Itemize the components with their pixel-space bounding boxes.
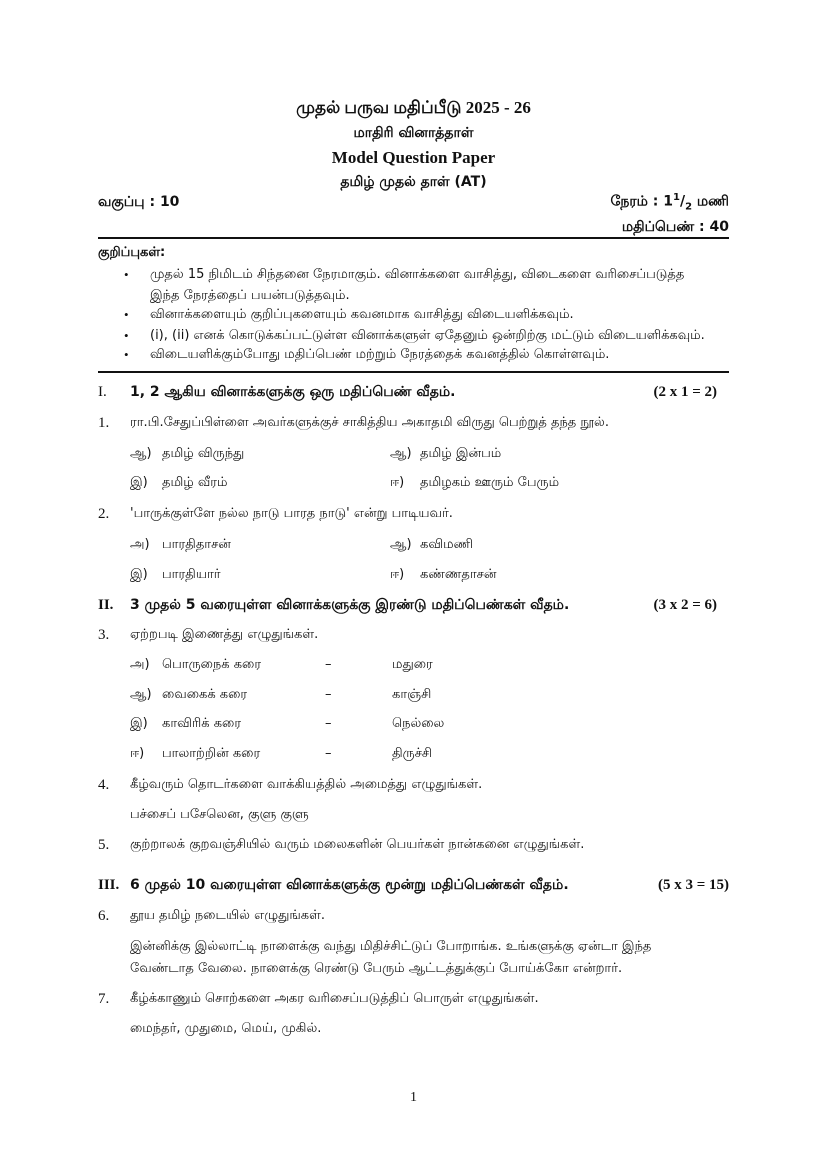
section-number: I.: [98, 384, 107, 400]
question-subtext: மைந்தர், முதுமை, மெய், முகில்.: [130, 1021, 322, 1036]
bullet-icon: •: [124, 267, 129, 282]
page-number: 1: [410, 1090, 417, 1105]
question-number: 6.: [98, 908, 110, 924]
option-text: தமிழகம் ஊரும் பேரும்: [420, 475, 560, 490]
question-text: ஏற்றபடி இணைத்து எழுதுங்கள்.: [130, 627, 319, 642]
match-dash: –: [325, 746, 332, 761]
question-text: 'பாருக்குள்ளே நல்ல நாடு பாரத நாடு' என்று பாடியவர்.: [130, 506, 453, 521]
match-dash: –: [325, 657, 332, 672]
exam-title: முதல் பருவ மதிப்பீடு 2025 - 26: [296, 98, 531, 117]
section-marks: (5 x 3 = 15): [657, 877, 729, 893]
question-number: 4.: [98, 777, 110, 793]
match-label: ஆ): [130, 687, 152, 702]
match-left: காவிரிக் கரை: [162, 716, 242, 731]
option-label: ஈ): [390, 475, 405, 490]
paper-type-english: Model Question Paper: [331, 148, 496, 167]
question-number: 5.: [98, 837, 110, 853]
match-left: வைகைக் கரை: [162, 687, 248, 702]
match-right: காஞ்சி: [392, 687, 432, 702]
match-right: மதுரை: [392, 657, 433, 672]
question-number: 3.: [98, 627, 110, 643]
bullet-icon: •: [124, 347, 129, 362]
match-dash: –: [325, 687, 332, 702]
question-passage-line: வேண்டாத வேலை. நாளைக்கு ரெண்டு பேரும் ஆட்டத்துக்குப் போய்க்கோ என்றார்.: [130, 961, 623, 976]
option-text: கவிமணி: [420, 537, 473, 552]
question-number: 1.: [98, 415, 110, 431]
question-text: கீழ்வரும் தொடர்களை வாக்கியத்தில் அமைத்து எழுதுங்கள்.: [130, 777, 483, 792]
question-text: ரா.பி.சேதுப்பிள்ளை அவர்களுக்குச் சாகித்திய அகாதமி விருது பெற்றுத் தந்த நூல்.: [130, 415, 609, 430]
header-divider: [98, 237, 729, 239]
option-text: தமிழ் விருந்து: [162, 446, 245, 461]
match-label: அ): [130, 657, 150, 672]
paper-type-tamil: மாதிரி வினாத்தாள்: [353, 125, 474, 141]
question-text: தூய தமிழ் நடையில் எழுதுங்கள்.: [130, 908, 325, 923]
question-subtext: பச்சைப் பசேலென, குளு குளு: [130, 807, 309, 822]
bullet-icon: •: [124, 328, 129, 343]
instruction-item: விடையளிக்கும்போது மதிப்பெண் மற்றும் நேரத்தைக் கவனத்தில் கொள்ளவும்.: [150, 347, 610, 362]
section-marks: (3 x 2 = 6): [653, 597, 717, 613]
option-label: இ): [130, 567, 148, 582]
question-text: கீழ்க்காணும் சொற்களை அகர வரிசைப்படுத்திப் பொருள் எழுதுங்கள்.: [130, 991, 539, 1006]
option-text: பாரதிதாசன்: [162, 537, 231, 552]
option-text: தமிழ் வீரம்: [162, 475, 228, 490]
option-text: தமிழ் இன்பம்: [420, 446, 502, 461]
instruction-item: வினாக்களையும் குறிப்புகளையும் கவனமாக வாசித்து விடையளிக்கவும்.: [150, 307, 574, 322]
option-label: ஆ): [390, 446, 412, 461]
section-title: 6 முதல் 10 வரையுள்ள வினாக்களுக்கு மூன்று மதிப்பெண்கள் வீதம்.: [130, 877, 569, 893]
subject-title: தமிழ் முதல் தாள் (AT): [340, 174, 487, 190]
match-dash: –: [325, 716, 332, 731]
match-right: திருச்சி: [392, 746, 433, 761]
section-number: III.: [98, 877, 120, 893]
match-left: பாலாற்றின் கரை: [162, 746, 261, 761]
option-label: ஆ): [390, 537, 412, 552]
bullet-icon: •: [124, 307, 129, 322]
option-text: கண்ணதாசன்: [420, 567, 497, 582]
option-label: அ): [130, 537, 150, 552]
option-label: ஆ): [130, 446, 152, 461]
match-left: பொருநைக் கரை: [162, 657, 262, 672]
match-label: ஈ): [130, 746, 145, 761]
match-right: நெல்லை: [392, 716, 445, 731]
question-text: குற்றாலக் குறவஞ்சியில் வரும் மலைகளின் பெயர்கள் நான்கனை எழுதுங்கள்.: [130, 837, 585, 852]
instructions-heading: குறிப்புகள்:: [98, 245, 166, 260]
instructions-divider: [98, 371, 729, 373]
question-number: 2.: [98, 506, 110, 522]
instruction-item: (i), (ii) எனக் கொடுக்கப்பட்டுள்ள வினாக்களுள் ஏதேனும் ஒன்றிற்கு மட்டும் விடையளிக்கவும்.: [150, 328, 705, 343]
time-label: நேரம் : $1^1/_2$ மணி: [610, 192, 729, 213]
section-marks: (2 x 1 = 2): [653, 384, 717, 400]
section-number: II.: [98, 597, 114, 613]
question-number: 7.: [98, 991, 110, 1007]
question-passage-line: இன்னிக்கு இல்லாட்டி நாளைக்கு வந்து மிதிச்சிட்டுப் போறாங்க. உங்களுக்கு ஏன்டா இந்த: [130, 939, 652, 954]
option-text: பாரதியார்: [162, 567, 221, 582]
class-label: வகுப்பு : 10: [98, 194, 180, 210]
instruction-item: இந்த நேரத்தைப் பயன்படுத்தவும்.: [150, 288, 350, 303]
option-label: ஈ): [390, 567, 405, 582]
section-title: 1, 2 ஆகிய வினாக்களுக்கு ஒரு மதிப்பெண் வீதம்.: [130, 384, 456, 400]
max-marks-label: மதிப்பெண் : 40: [621, 219, 729, 235]
section-title: 3 முதல் 5 வரையுள்ள வினாக்களுக்கு இரண்டு மதிப்பெண்கள் வீதம்.: [130, 597, 570, 613]
instruction-item: முதல் 15 நிமிடம் சிந்தனை நேரமாகும். வினாக்களை வாசித்து, விடைகளை வரிசைப்படுத்த: [150, 267, 685, 282]
option-label: இ): [130, 475, 148, 490]
match-label: இ): [130, 716, 148, 731]
